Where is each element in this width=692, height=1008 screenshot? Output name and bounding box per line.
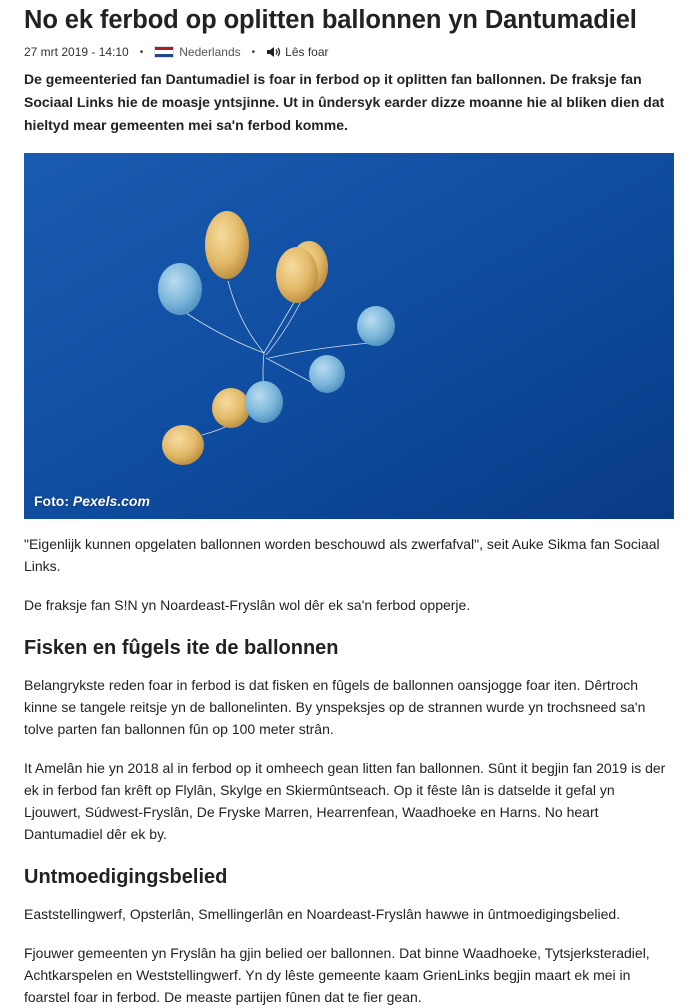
paragraph: It Amelân hie yn 2018 al in ferbod op it omheech gean litten fan ballonnen. Sûnt it begjin fan 2019 is der ek in ferbod fan krêft op Flylân, Skylge en Skiermûntseach. Op it fêste lân is datselde it gefal yn Ljouwert, Súdwest-Fryslân, De Fryske Marren, Hearrenfean, Waadhoeke en Harns. No heart Dantumadiel dêr ek by.: [24, 760, 666, 842]
speaker-icon[interactable]: [266, 46, 282, 58]
paragraph: Eaststellingwerf, Opsterlân, Smellingerlân en Noardeast-Fryslân hawwe in ûntmoedigingsbelied.: [24, 906, 621, 922]
netherlands-flag-icon: [154, 46, 174, 58]
article-lead: De gemeenteried fan Dantumadiel is foar in ferbod op it oplitten fan ballonnen. De fraksje fan Sociaal Links hie de moasje yntsjinne. Ut in ûndersyk earder dizze moanne hie al bliken dien dat hieltyd mear gemeenten mei sa'n ferbod komme.: [24, 71, 665, 133]
section-heading-fish-birds: Fisken en fûgels ite de ballonnen: [24, 637, 339, 659]
language-label[interactable]: Nederlands: [179, 45, 241, 59]
balloons-image: [24, 153, 674, 519]
meta-separator-2: •: [251, 46, 256, 58]
paragraph: Belangrykste reden foar in ferbod is dat fisken en fûgels de ballonnen oansjogge foar iten. Dêrtroch kinne se tangele reitsje yn de ballonelinten. By ynspeksjes op de strannen wurde yn trochsneed sa'n tolve parten fan ballonnen fûn op 100 meter strân.: [24, 677, 646, 737]
photo-credit-source[interactable]: Pexels.com: [72, 493, 150, 509]
paragraph: Fjouwer gemeenten yn Fryslân ha gjin belied oer ballonnen. Dat binne Waadhoeke, Tytsjerksteradiel, Achtkarspelen en Weststellingwerf. Yn dy lêste gemeente kaam GrienLinks begjin maart ek mei in foarstel foar in ferbod. De measte partijen fûnen dat te fier gean.: [24, 945, 650, 1005]
photo-credit-label: Foto:: [34, 493, 69, 509]
article-meta: [24, 44, 674, 60]
read-aloud-button[interactable]: Lês foar: [285, 45, 329, 59]
meta-separator: •: [139, 46, 144, 58]
paragraph: De fraksje fan S!N yn Noardeast-Fryslân wol dêr ek sa'n ferbod opperje.: [24, 597, 471, 613]
photo-caption: [34, 493, 150, 509]
publish-date: 27 mrt 2019 - 14:10: [24, 45, 129, 59]
article-photo: [24, 153, 674, 519]
article-title: No ek ferbod op oplitten ballonnen yn Dantumadiel: [24, 6, 637, 34]
section-heading-discouragement: Untmoedigingsbelied: [24, 866, 228, 888]
quote-paragraph: "Eigenlijk kunnen opgelaten ballonnen worden beschouwd als zwerfafval", seit Auke Sikma fan Sociaal Links.: [24, 536, 660, 574]
